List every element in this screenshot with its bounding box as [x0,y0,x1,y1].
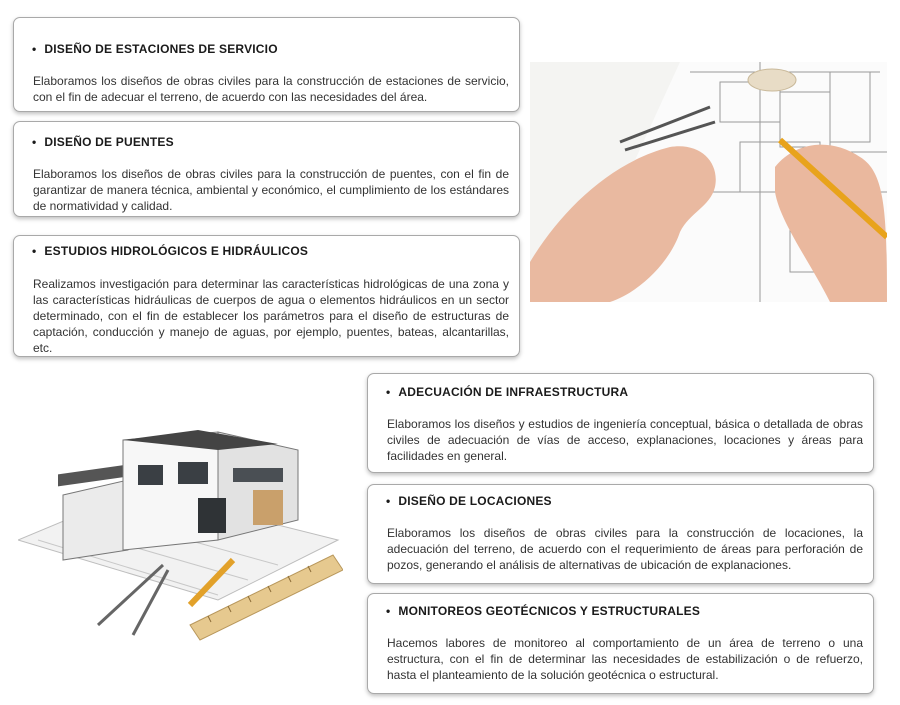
bullet: • [386,604,391,618]
wood-panel [253,490,283,525]
card-body: Elaboramos los diseños y estudios de ingeniería conceptual, básica o detallada de obras civiles de adecuación de vías de acceso, explanaciones, locaciones y áreas para facilidades en general. [387,417,863,463]
eraser [748,69,796,91]
card-title-text: ESTUDIOS HIDROLÓGICOS E HIDRÁULICOS [44,244,309,258]
card-title-text: DISEÑO DE ESTACIONES DE SERVICIO [44,42,278,56]
card-title-text: DISEÑO DE PUENTES [44,135,174,149]
service-card-adecuacion [367,373,874,473]
window [178,462,208,484]
service-card-puentes [13,121,520,217]
service-card-hidrologicos [13,235,520,357]
card-body: Elaboramos los diseños de obras civiles para la construcción de locaciones, la adecuación del terreno, de acuerdo con el requerimiento de áreas para perforación de pozos, generando el análisis de alternativas de ubicación de explanaciones. [387,526,863,572]
card-body: Realizamos investigación para determinar las características hidrológicas de una zona y las características hidráulicas de cuerpos de agua o elementos hidráulicos en un sector determinado, con el fin de establecer los parámetros para el diseño de estructuras de captación, conducción y manejo de aguas, por ejemplo, puentes, bateas, alcantarillas, etc. [33,277,509,355]
house-left-wing [63,480,128,560]
card-title-text: DISEÑO DE LOCACIONES [398,494,552,508]
bullet: • [32,135,37,149]
bullet: • [32,42,37,56]
card-title [386,494,863,508]
service-card-monitoreos [367,593,874,694]
window [138,465,163,485]
card-title [386,385,863,399]
card-title [386,604,863,618]
card-title [32,244,509,258]
bullet: • [32,244,37,258]
service-card-estaciones [13,17,520,112]
card-body: Elaboramos los diseños de obras civiles para la construcción de estaciones de servicio, con el fin de adecuar el terreno, de acuerdo con las necesidades del área. [33,74,509,104]
service-card-locaciones [367,484,874,584]
card-title-text: ADECUACIÓN DE INFRAESTRUCTURA [398,385,629,399]
door [198,498,226,533]
house-model-illustration [18,420,343,645]
card-title [32,42,509,56]
bullet: • [386,494,391,508]
blueprint-drawing-illustration [530,62,887,302]
bullet: • [386,385,391,399]
card-body: Hacemos labores de monitoreo al comportamiento de un área de terreno o una estructura, con el fin de determinar las necesidades de estabilización o de refuerzo, hasta el planteamiento de la solución geotécnica o estructural. [387,636,863,682]
card-title-text: MONITOREOS GEOTÉCNICOS Y ESTRUCTURALES [398,604,701,618]
card-body: Elaboramos los diseños de obras civiles para la construcción de puentes, con el fin de garantizar de manera técnica, ambiental y económico, el cumplimiento de los estándares de normatividad y calidad. [33,167,509,213]
card-title [32,135,509,149]
window [233,468,283,482]
